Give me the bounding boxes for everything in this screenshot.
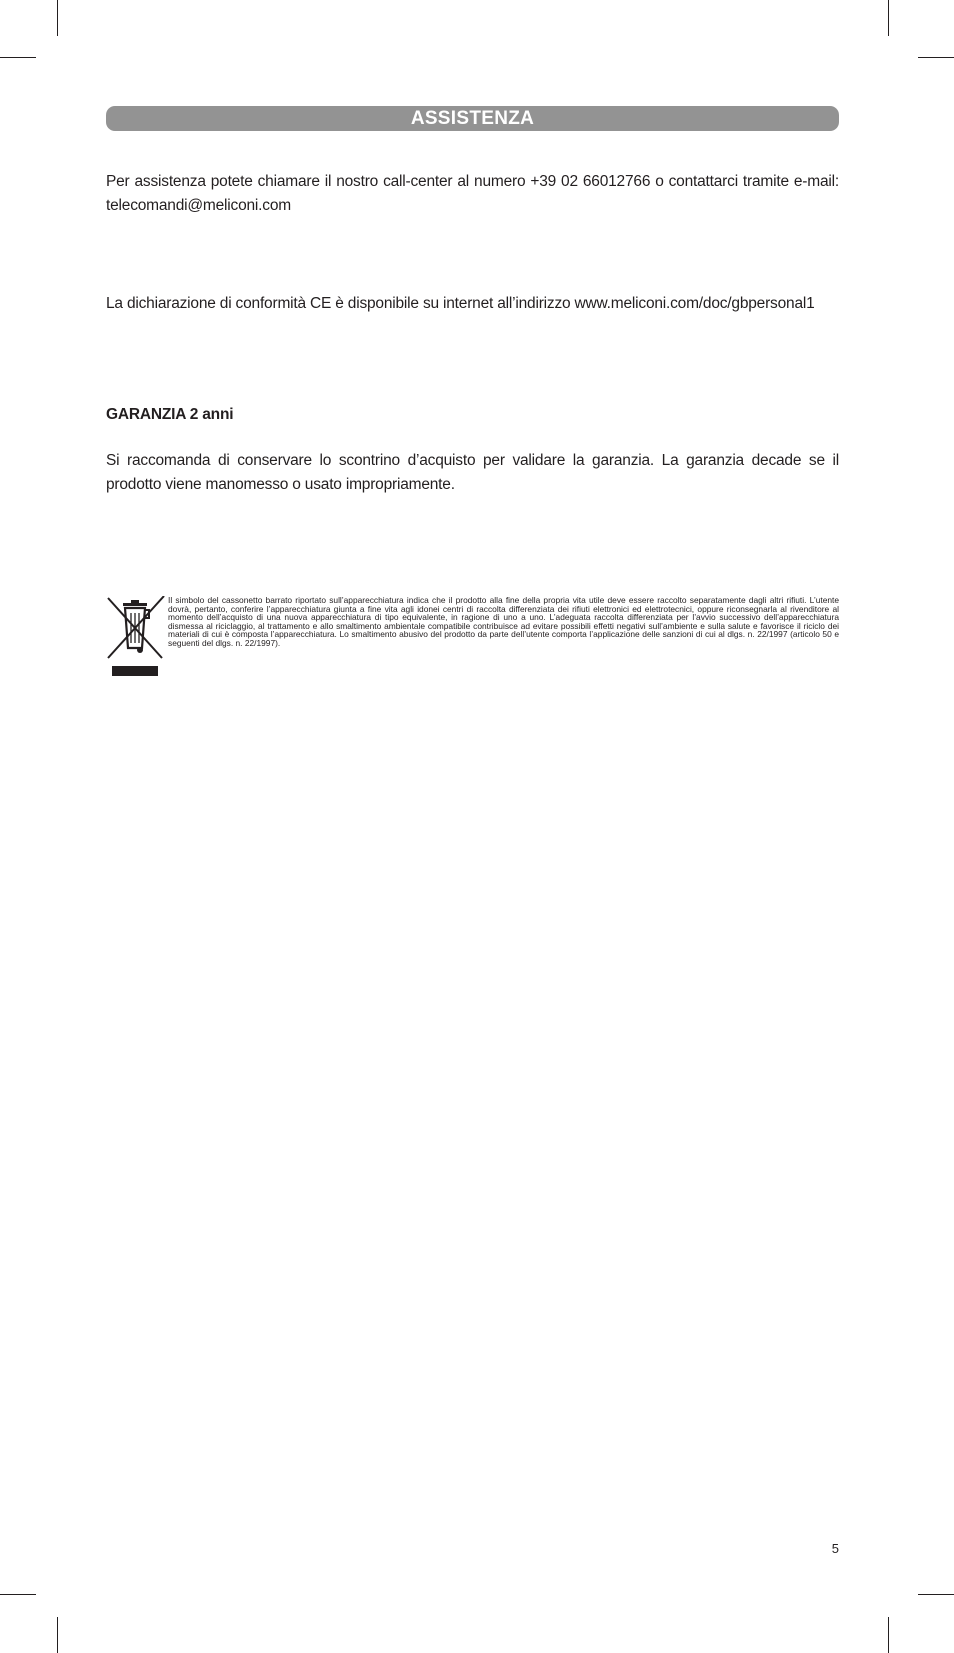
section-title: ASSISTENZA — [410, 107, 535, 129]
crop-mark-bottom-left-vertical — [57, 1617, 58, 1653]
crop-mark-bottom-left-horizontal — [0, 1594, 36, 1595]
crop-mark-bottom-right-vertical — [888, 1617, 889, 1653]
weee-disposal-text: Il simbolo del cassonetto barrato riportato sull’apparecchiatura indica che il prodotto alla fine della propria vita utile deve essere raccolto separatamente dagli altri rifiuti. L’utente dovrà, pertanto, conferire l’apparecchiatura giunta a fine vita agli idonei centri di raccolta differenziata dei rifiuti elettronici ed elettrotecnici, oppure riconsegnarla al rivenditore al momento dell’acquisto di una nuova apparecchiatura di tipo equivalente, in ragione di uno a uno. L’adeguata raccolta differenziata per l’avvio successivo dell’apparecchiatura dismessa al riciclaggio, al trattamento e allo smaltimento ambientale compatibile contribuisce ad evitare possibili effetti negativi sull’ambiente e sulla salute e favorisce il riciclo dei materiali di cui è composta l’apparecchiatura. Lo smaltimento abusivo del prodotto da parte dell’utente comporta l’applicazione delle sanzioni di cui al dlgs. n. 22/1997 (articolo 50 e seguenti del dlgs. n. 22/1997). — [168, 595, 839, 648]
crossed-out-wheelie-bin-icon — [106, 596, 166, 678]
section-header-bar — [106, 106, 839, 131]
warranty-paragraph: Si raccomanda di conservare lo scontrino d’acquisto per validare la garanzia. La garanzia decade se il prodotto viene manomesso o usato impropriamente. — [106, 452, 839, 493]
crop-mark-top-left-vertical — [57, 0, 58, 36]
ce-declaration-paragraph: La dichiarazione di conformità CE è disponibile su internet all’indirizzo www.meliconi.com/doc/gbpersonal1 — [106, 295, 815, 312]
warranty-title: GARANZIA 2 anni — [106, 406, 234, 423]
page-number: 5 — [831, 1541, 839, 1556]
crop-mark-top-right-vertical — [888, 0, 889, 36]
crop-mark-top-right-horizontal — [918, 57, 954, 58]
crop-mark-bottom-right-horizontal — [918, 1594, 954, 1595]
assistance-paragraph: Per assistenza potete chiamare il nostro call-center al numero +39 02 66012766 o contattarci tramite e-mail: telecomandi@meliconi.com — [106, 173, 839, 214]
crop-mark-top-left-horizontal — [0, 57, 36, 58]
weee-disposal-notice — [106, 596, 839, 676]
